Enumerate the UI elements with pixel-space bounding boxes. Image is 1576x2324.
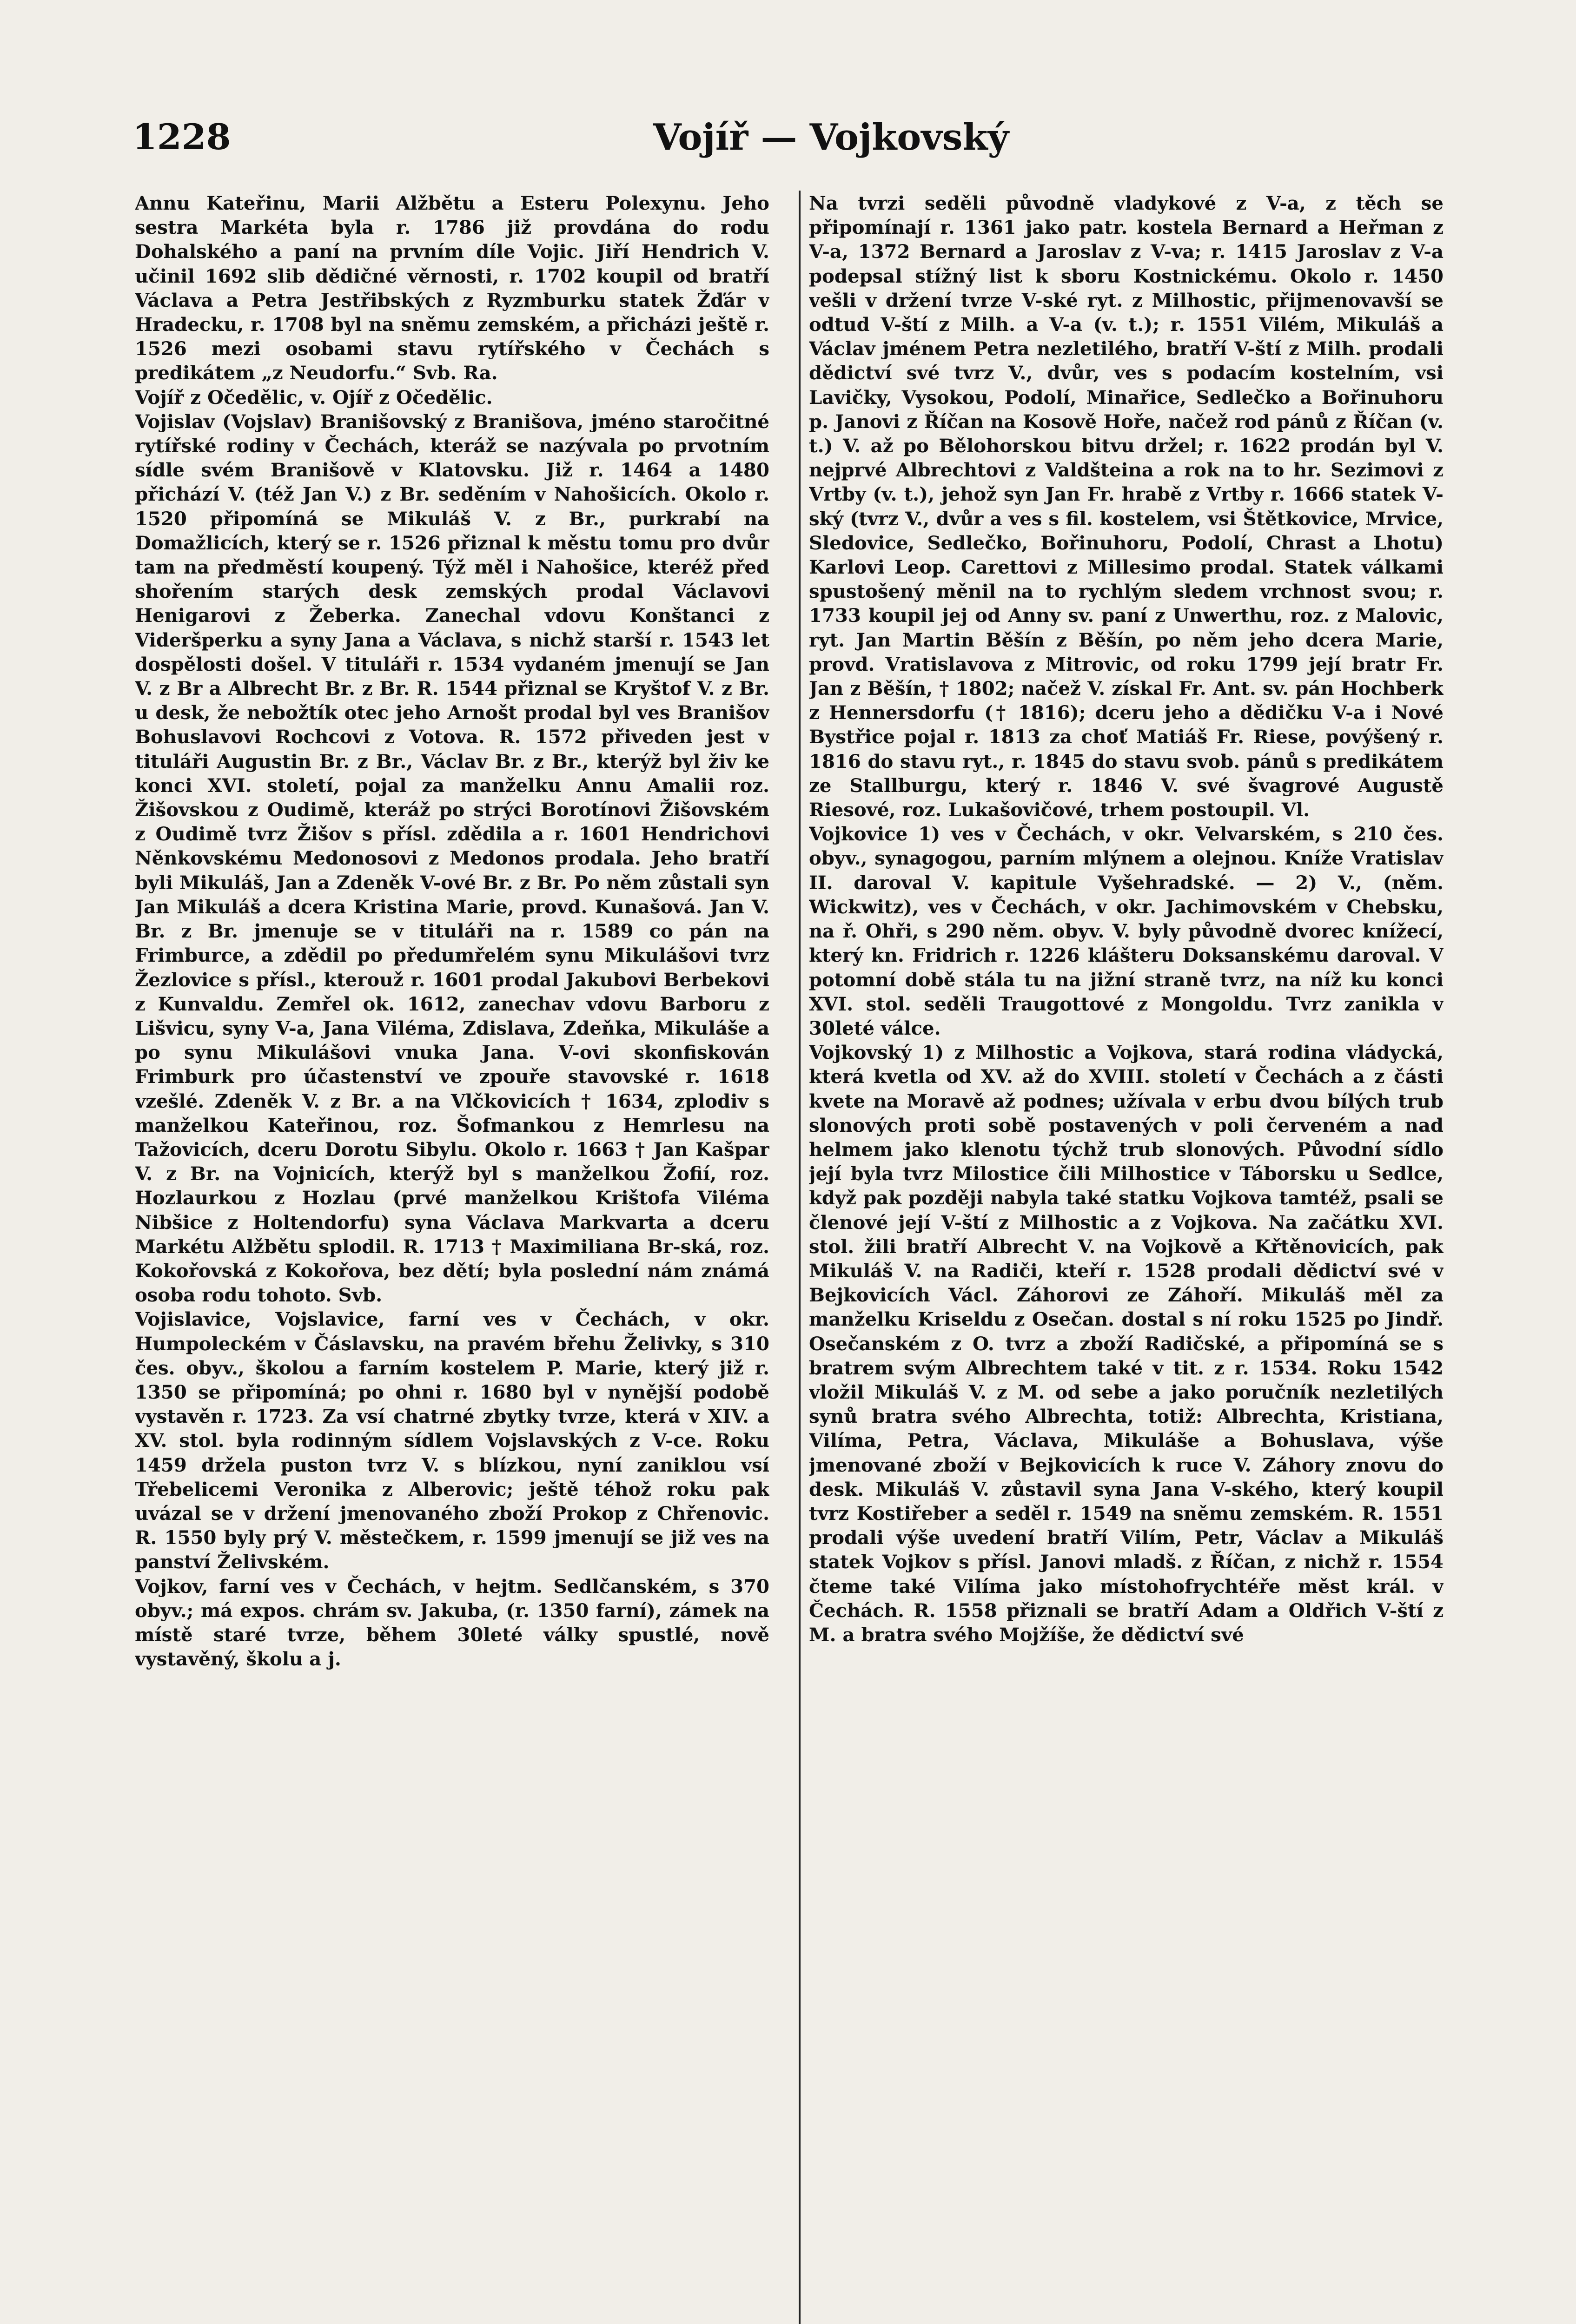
- left-column: [135, 191, 769, 2324]
- entry-vojislavice: Vojislavice, Vojslavice, farní ves v Čechách, v okr. Humpoleckém v Čáslavsku, na pravém břehu Želivky, s 310 čes. obyv., školou a farním kostelem P. Marie, který již r. 1350 se připomíná; po ohni r. 1680 byl v nynější podobě vystavěn r. 1723. Za vsí chatrné zbytky tvrze, která v XIV. a XV. stol. byla rodinným sídlem Vojslavských z V-ce. Roku 1459 držela puston tvrz V. s blízkou, nyní zaniklou vsí Třebelicemi Veronika z Alberovic; ještě téhož roku pak uvázal se v držení jmenovaného zboží Prokop z Chřenovic. R. 1550 byly prý V. městečkem, r. 1599 jmenují se již ves na panství Želivském.: [135, 1308, 769, 1573]
- page-header: [132, 116, 1444, 172]
- entry-vojkov: Vojkov, farní ves v Čechách, v hejtm. Sedlčanském, s 370 obyv.; má expos. chrám sv. Jakuba, (r. 1350 farní), zámek na místě staré tvrze, během 30leté války spustlé, nově vystavěný, školu a j.: [135, 1575, 769, 1670]
- entry-vojir: Vojíř z Očedělic, v. Ojíř z Očedělic.: [135, 386, 493, 409]
- column-divider: [799, 191, 801, 2324]
- entry-vojislav: Vojislav (Vojslav) Branišovský z Branišova, jméno staročitné rytířské rodiny v Čechách, kteráž se nazývala po prvotním sídle svém Branišově v Klatovsku. Již r. 1464 a 1480 přichází V. (též Jan V.) z Br. seděním v Nahošicích. Okolo r. 1520 připomíná se Mikuláš V. z Br., purkrabí na Domažlicích, který se r. 1526 přiznal k městu tomu pro dvůr tam na předměstí koupený. Týž měl i Nahošice, kteréž před shořením starých desk zemských prodal Václavovi Henigarovi z Žeberka. Zanechal vdovu Konštanci z Videršperku a syny Jana a Václava, s nichž starší r. 1543 let dospělosti došel. V tituláři r. 1534 vydaném jmenují se Jan V. z Br a Albrecht Br. z Br. R. 1544 přiznal se Kryštof V. z Br. u desk, že nebožtík otec jeho Arnošt prodal byl ves Branišov Bohuslavovi Rochcovi z Votova. R. 1572 přiveden jest v tituláři Augustin Br. z Br., Václav Br. z Br., kterýž byl živ ke konci XVI. století, pojal za manželku Annu Amalii roz. Žišovskou z Oudimě, kteráž po strýci Borotínovi Žišovském z Oudimě tvrz Žišov s přísl. zdědila a r. 1601 Hendrichovi Něnkovskému Medonosovi z Medonos prodala. Jeho bratří byli Mikuláš, Jan a Zdeněk V-ové Br. z Br. Po něm zůstali syn Jan Mikuláš a dcera Kristina Marie, provd. Kunašová. Jan V. Br. z Br. jmenuje se v tituláři na r. 1589 co pán na Frimburce, a zdědil po předumřelém synu Mikulášovi tvrz Žezlovice s přísl., kterouž r. 1601 prodal Jakubovi Berbekovi z Kunvaldu. Zemřel ok. 1612, zanechav vdovu Barboru z Lišvicu, syny V-a, Jana Viléma, Zdislava, Zdeňka, Mikuláše a po synu Mikulášovi vnuka Jana. V-ovi skonfiskován Frimburk pro účastenství ve zpouře stavovské r. 1618 vzešlé. Zdeněk V. z Br. a na Vlčkovicích † 1634, zplodiv s manželkou Kateřinou, roz. Šofmankou z Hemrlesu na Tažovicích, dceru Dorotu Sibylu. Okolo r. 1663 † Jan Kašpar V. z Br. na Vojnicích, kterýž byl s manželkou Žofií, roz. Hozlaurkou z Hozlau (prvé manželkou Krištofa Viléma Nibšice z Holtendorfu) syna Václava Markvarta a dceru Markétu Alžbětu splodil. R. 1713 † Maximiliana Br-ská, roz. Kokořovská z Kokořova, bez dětí; byla poslední nám známá osoba rodu tohoto. Svb.: [135, 410, 769, 1307]
- page-number: 1228: [132, 116, 231, 158]
- right-column: [809, 191, 1444, 2324]
- entry-vojkovsky: Vojkovský 1) z Milhostic a Vojkova, stará rodina vládycká, která kvetla od XV. až do XVIII. století v Čechách a z části kvete na Moravě až podnes; užívala v erbu dvou bílých trub slonových proti sobě postavených v poli červeném a nad helmem jako klenotu týchž trub slonových. Původní sídlo její byla tvrz Milostice čili Milhostice v Táborsku u Sedlce, když pak později nabyla také statku Vojkova tamtéž, psali se členové její V-ští z Milhostic a z Vojkova. Na začátku XVI. stol. žili bratří Albrecht V. na Vojkově a Křtěnovicích, pak Mikuláš V. na Radiči, kteří r. 1528 prodali dědictví své v Bejkovicích Václ. Záhorovi ze Záhoří. Mikuláš měl za manželku Kriseldu z Osečan. dostal s ní roku 1525 po Jindř. Osečanském z O. tvrz a zboží Radičské, a připomíná se s bratrem svým Albrechtem také v tit. z r. 1534. Roku 1542 vložil Mikuláš V. z M. od sebe a jako poručník nezletilých synů bratra svého Albrechta, totiž: Albrechta, Kristiana, Vilíma, Petra, Václava, Mikuláše a Bohuslava, výše jmenované zboží v Bejkovicích k ruce V. Záhory znovu do desk. Mikuláš V. zůstavil syna Jana V-ského, který koupil tvrz Kostiřeber a seděl r. 1549 na sněmu zemském. R. 1551 prodali výše uvedení bratří Vilím, Petr, Václav a Mikuláš statek Vojkov s přísl. Janovi mladš. z Říčan, z nichž r. 1554 čteme také Vilíma jako místohofrychtéře měst král. v Čechách. R. 1558 přiznali se bratří Adam a Oldřich V-ští z M. a bratra svého Mojžíše, že dědictví své: [809, 1042, 1444, 1646]
- entry-vojkovice: Vojkovice 1) ves v Čechách, v okr. Velvarském, s 210 čes. obyv., synagogou, parním mlýnem a olejnou. Kníže Vratislav II. daroval V. kapitule Vyšehradské. — 2) V., (něm. Wickwitz), ves v Čechách, v okr. Jachimovském v Chebsku, na ř. Ohři, s 290 něm. obyv. V. byly původně dvorec knížecí, který kn. Fridrich r. 1226 klášteru Doksanskému daroval. V potomní době stála tu na jižní straně tvrz, na níž ku konci XVI. stol. seděli Traugottové z Mongoldu. Tvrz zanikla v 30leté válce.: [809, 823, 1444, 1039]
- running-head: Vojíř — Vojkovský: [653, 116, 1009, 158]
- entry-vojkov-continued: Na tvrzi seděli původně vladykové z V-a, z těch se připomínají r. 1361 jako patr. kostela Bernard a Heřman z V-a, 1372 Bernard a Jaroslav z V-va; r. 1415 Jaroslav z V-a podepsal stížný list k sboru Kostnickému. Okolo r. 1450 vešli v držení tvrze V-ské ryt. z Milhostic, přijmenovavší se odtud V-ští z Milh. a V-a (v. t.); r. 1551 Vilém, Mikuláš a Václav jménem Petra nezletilého, bratří V-ští z Milh. prodali dědictví své tvrz V., dvůr, ves s podacím kostelním, vsi Lavičky, Vysokou, Podolí, Minařice, Sedlečko a Bořinuhoru p. Janovi z Říčan na Kosově Hoře, načež rod pánů z Říčan (v. t.) V. až po Bělohorskou bitvu držel; r. 1622 prodán byl V. nejprvé Albrechtovi z Valdšteina a rok na to hr. Sezimovi z Vrtby (v. t.), jehož syn Jan Fr. hrabě z Vrtby r. 1666 statek V-ský (tvrz V., dvůr a ves s fil. kostelem, vsi Štětkovice, Mrvice, Sledovice, Sedlečko, Bořinuhoru, Podolí, Chrast a Lhotu) Karlovi Leop. Carettovi z Millesimo prodal. Statek válkami spustošený měnil na to rychlým sledem vrchnost svou; r. 1733 koupil jej od Anny sv. paní z Unwerthu, roz. z Malovic, ryt. Jan Martin Běšín z Běšín, po něm jeho dcera Marie, provd. Vratislavova z Mitrovic, od roku 1799 její bratr Fr. Jan z Běšín, † 1802; načež V. získal Fr. Ant. sv. pán Hochberk z Hennersdorfu († 1816); dceru jeho a dědičku V-a i Nové Bystřice pojal r. 1813 za choť Matiáš Fr. Riese, povýšený r. 1816 do stavu ryt., r. 1845 do stavu svob. pánů s predikátem ze Stallburgu, který r. 1846 V. své švagrové Augustě Riesové, roz. Lukašovičové, trhem postoupil. Vl.: [809, 192, 1444, 821]
- entry-continuation: Annu Kateřinu, Marii Alžbětu a Esteru Polexynu. Jeho sestra Markéta byla r. 1786 již provdána do rodu Dohalského a paní na prvním díle Vojic. Jiří Hendrich V. učinil 1692 slib dědičné věrnosti, r. 1702 koupil od bratří Václava a Petra Jestřibských z Ryzmburku statek Žďár v Hradecku, r. 1708 byl na sněmu zemském, a přicházi ještě r. 1526 mezi osobami stavu rytířského v Čechách s predikátem „z Neudorfu.“ Svb. Ra.: [135, 192, 769, 384]
